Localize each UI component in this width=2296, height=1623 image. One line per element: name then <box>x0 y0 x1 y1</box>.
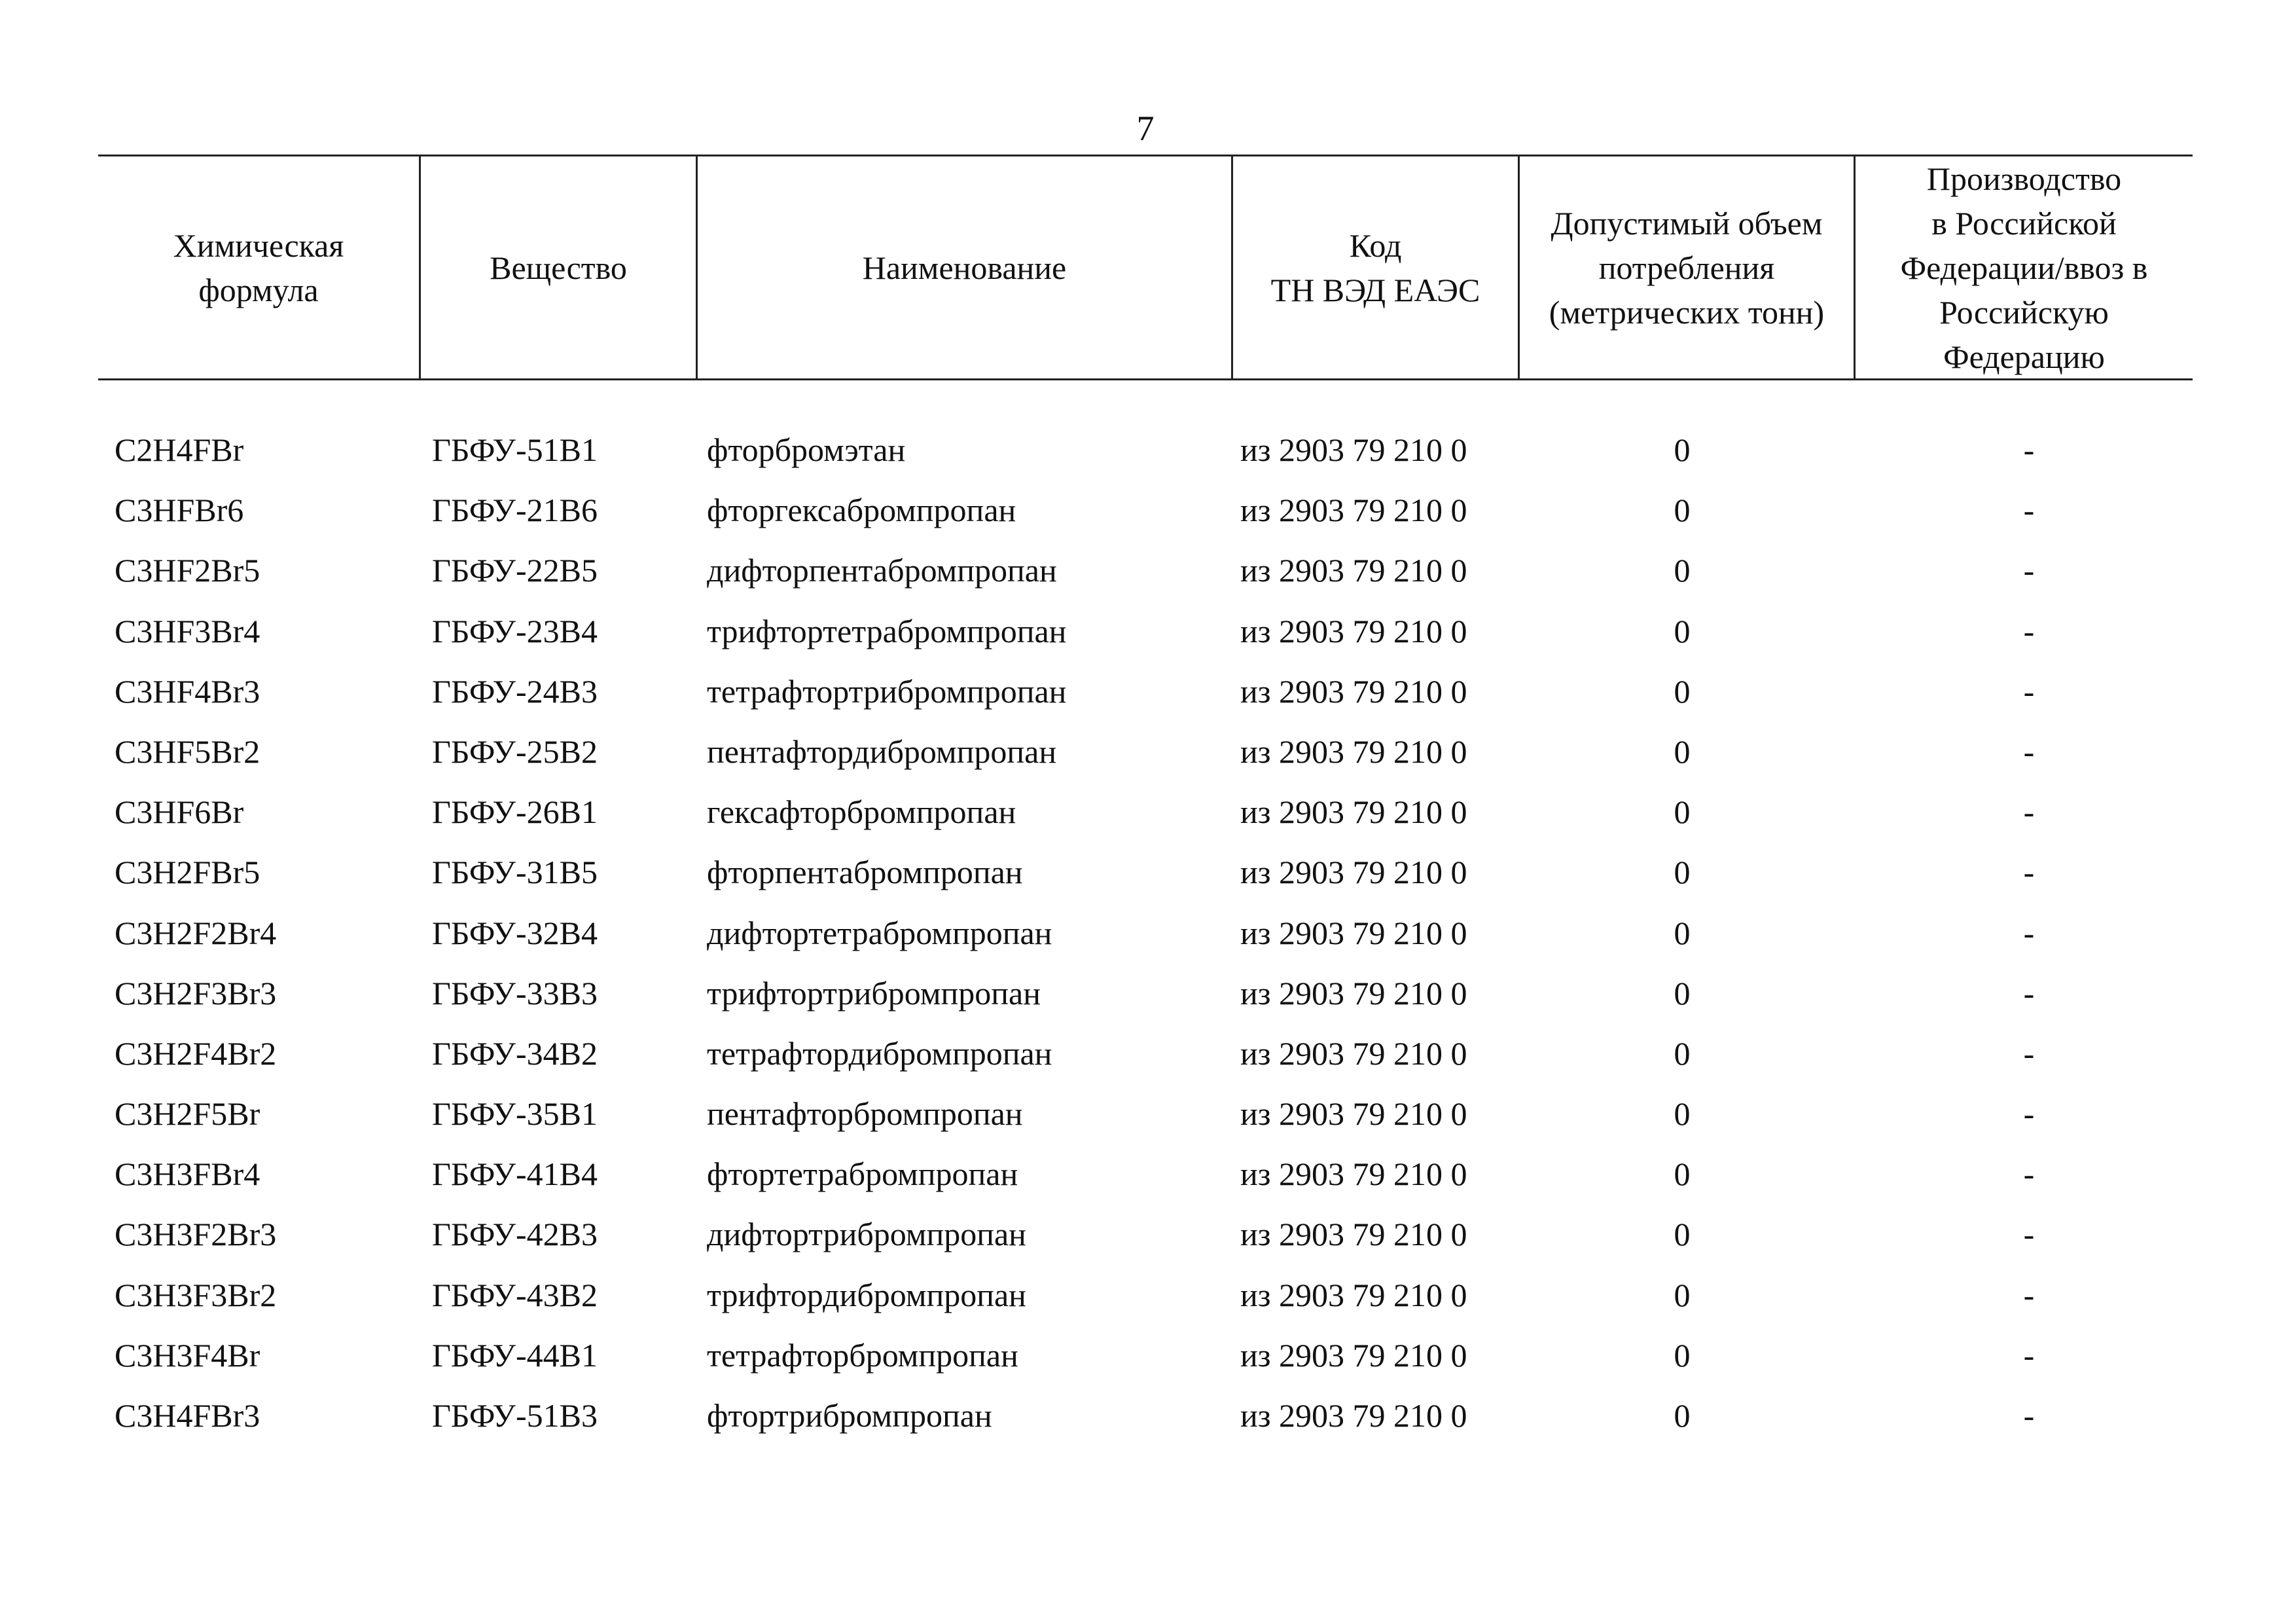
cell-substance: ГБФУ-35В1 <box>432 1095 598 1133</box>
cell-volume: 0 <box>1674 974 1691 1012</box>
cell-formula: C3H3FBr4 <box>115 1156 260 1193</box>
cell-name: дифтортетрабромпропан <box>707 914 1052 951</box>
table-row <box>98 1265 2193 1325</box>
table-row <box>98 963 2193 1023</box>
cell-formula: C3HF2Br5 <box>115 552 260 589</box>
header-production: Производство в Российской Федерации/ввоз в Российскую Федерацию <box>1900 160 2148 375</box>
cell-formula: C3H3F4Br <box>115 1336 260 1374</box>
cell-name: дифтортрибромпропан <box>707 1216 1026 1253</box>
cell-formula: C3HF4Br3 <box>115 672 260 710</box>
cell-production: - <box>2023 1156 2035 1193</box>
cell-production: - <box>2023 1034 2035 1072</box>
cell-code: из 2903 79 210 0 <box>1240 914 1467 951</box>
header-formula: Химическая формула <box>173 227 344 308</box>
cell-name: фтортрибромпропан <box>707 1397 992 1434</box>
cell-substance: ГБФУ-33В3 <box>432 974 598 1012</box>
cell-production: - <box>2023 672 2035 710</box>
table-row <box>98 480 2193 540</box>
cell-code: из 2903 79 210 0 <box>1240 1156 1467 1193</box>
cell-production: - <box>2023 974 2035 1012</box>
cell-volume: 0 <box>1674 552 1691 589</box>
cell-volume: 0 <box>1674 612 1691 649</box>
cell-production: - <box>2023 492 2035 529</box>
cell-formula: C3H4FBr3 <box>115 1397 260 1434</box>
header-name: Наименование <box>862 249 1067 286</box>
cell-substance: ГБФУ-51В3 <box>432 1397 598 1434</box>
cell-substance: ГБФУ-31В5 <box>432 854 598 891</box>
cell-name: пентафторбромпропан <box>707 1095 1023 1133</box>
table-body <box>98 420 2193 1446</box>
cell-volume: 0 <box>1674 1336 1691 1374</box>
cell-substance: ГБФУ-42В3 <box>432 1216 598 1253</box>
cell-volume: 0 <box>1674 914 1691 951</box>
cell-name: фтортетрабромпропан <box>707 1156 1018 1193</box>
cell-formula: C3HFBr6 <box>115 492 244 529</box>
cell-code: из 2903 79 210 0 <box>1240 672 1467 710</box>
cell-formula: C3H2F3Br3 <box>115 974 277 1012</box>
cell-code: из 2903 79 210 0 <box>1240 1034 1467 1072</box>
cell-code: из 2903 79 210 0 <box>1240 431 1467 468</box>
cell-code: из 2903 79 210 0 <box>1240 1336 1467 1374</box>
cell-name: трифтортрибромпропан <box>707 974 1041 1012</box>
cell-production: - <box>2023 1336 2035 1374</box>
cell-volume: 0 <box>1674 733 1691 770</box>
cell-substance: ГБФУ-25В2 <box>432 733 598 770</box>
table-row <box>98 661 2193 721</box>
cell-volume: 0 <box>1674 1156 1691 1193</box>
cell-formula: C3H2F4Br2 <box>115 1034 277 1072</box>
cell-volume: 0 <box>1674 492 1691 529</box>
cell-production: - <box>2023 854 2035 891</box>
cell-code: из 2903 79 210 0 <box>1240 492 1467 529</box>
cell-formula: C2H4FBr <box>115 431 244 468</box>
table-row <box>98 903 2193 963</box>
cell-name: трифтордибромпропан <box>707 1276 1026 1313</box>
table-header <box>98 155 2193 380</box>
cell-production: - <box>2023 1397 2035 1434</box>
cell-production: - <box>2023 733 2035 770</box>
table-row <box>98 540 2193 600</box>
cell-formula: C3HF3Br4 <box>115 612 260 649</box>
cell-code: из 2903 79 210 0 <box>1240 552 1467 589</box>
cell-substance: ГБФУ-51В1 <box>432 431 598 468</box>
table-row <box>98 601 2193 661</box>
cell-substance: ГБФУ-44В1 <box>432 1336 598 1374</box>
cell-volume: 0 <box>1674 1397 1691 1434</box>
cell-name: дифторпентабромпропан <box>707 552 1057 589</box>
cell-production: - <box>2023 552 2035 589</box>
table-row <box>98 1204 2193 1264</box>
cell-formula: C3HF5Br2 <box>115 733 260 770</box>
cell-formula: C3H2F5Br <box>115 1095 260 1133</box>
cell-production: - <box>2023 1095 2035 1133</box>
cell-code: из 2903 79 210 0 <box>1240 974 1467 1012</box>
cell-substance: ГБФУ-22В5 <box>432 552 598 589</box>
cell-formula: C3HF6Br <box>115 793 244 831</box>
cell-substance: ГБФУ-34В2 <box>432 1034 598 1072</box>
table-row <box>98 1084 2193 1144</box>
cell-substance: ГБФУ-26В1 <box>432 793 598 831</box>
table-row <box>98 420 2193 480</box>
table-row <box>98 1325 2193 1385</box>
cell-production: - <box>2023 914 2035 951</box>
table-row <box>98 1023 2193 1084</box>
table-row <box>98 842 2193 902</box>
table-row <box>98 721 2193 782</box>
cell-name: фторгексабромпропан <box>707 492 1016 529</box>
cell-production: - <box>2023 431 2035 468</box>
cell-code: из 2903 79 210 0 <box>1240 612 1467 649</box>
cell-name: тетрафтортрибромпропан <box>707 672 1067 710</box>
header-code: Код ТН ВЭД ЕАЭС <box>1270 227 1480 308</box>
cell-substance: ГБФУ-43В2 <box>432 1276 598 1313</box>
cell-code: из 2903 79 210 0 <box>1240 733 1467 770</box>
cell-name: фторбромэтан <box>707 431 906 468</box>
cell-volume: 0 <box>1674 1034 1691 1072</box>
cell-formula: C3H3F3Br2 <box>115 1276 277 1313</box>
cell-code: из 2903 79 210 0 <box>1240 1095 1467 1133</box>
cell-code: из 2903 79 210 0 <box>1240 854 1467 891</box>
cell-substance: ГБФУ-32В4 <box>432 914 598 951</box>
header-substance: Вещество <box>490 249 627 286</box>
table-row <box>98 1144 2193 1204</box>
cell-name: тетрафторбромпропан <box>707 1336 1018 1374</box>
cell-volume: 0 <box>1674 1095 1691 1133</box>
cell-volume: 0 <box>1674 431 1691 468</box>
cell-volume: 0 <box>1674 793 1691 831</box>
cell-substance: ГБФУ-24В3 <box>432 672 598 710</box>
cell-production: - <box>2023 1276 2035 1313</box>
cell-production: - <box>2023 612 2035 649</box>
cell-name: тетрафтордибромпропан <box>707 1034 1052 1072</box>
cell-volume: 0 <box>1674 1216 1691 1253</box>
header-volume: Допустимый объем потребления (метрических тонн) <box>1549 204 1825 331</box>
table-row <box>98 1385 2193 1446</box>
cell-name: фторпентабромпропан <box>707 854 1023 891</box>
cell-code: из 2903 79 210 0 <box>1240 1276 1467 1313</box>
page-number: 7 <box>1136 109 1155 148</box>
cell-name: трифтортетрабромпропан <box>707 612 1067 649</box>
cell-volume: 0 <box>1674 672 1691 710</box>
cell-formula: C3H3F2Br3 <box>115 1216 277 1253</box>
cell-formula: C3H2F2Br4 <box>115 914 277 951</box>
cell-volume: 0 <box>1674 1276 1691 1313</box>
cell-code: из 2903 79 210 0 <box>1240 1216 1467 1253</box>
cell-name: пентафтордибромпропан <box>707 733 1057 770</box>
cell-code: из 2903 79 210 0 <box>1240 793 1467 831</box>
cell-substance: ГБФУ-41В4 <box>432 1156 598 1193</box>
cell-volume: 0 <box>1674 854 1691 891</box>
cell-substance: ГБФУ-23В4 <box>432 612 598 649</box>
table-row <box>98 782 2193 842</box>
cell-substance: ГБФУ-21В6 <box>432 492 598 529</box>
cell-name: гексафторбромпропан <box>707 793 1016 831</box>
cell-code: из 2903 79 210 0 <box>1240 1397 1467 1434</box>
cell-formula: C3H2FBr5 <box>115 854 260 891</box>
cell-production: - <box>2023 793 2035 831</box>
cell-production: - <box>2023 1216 2035 1253</box>
